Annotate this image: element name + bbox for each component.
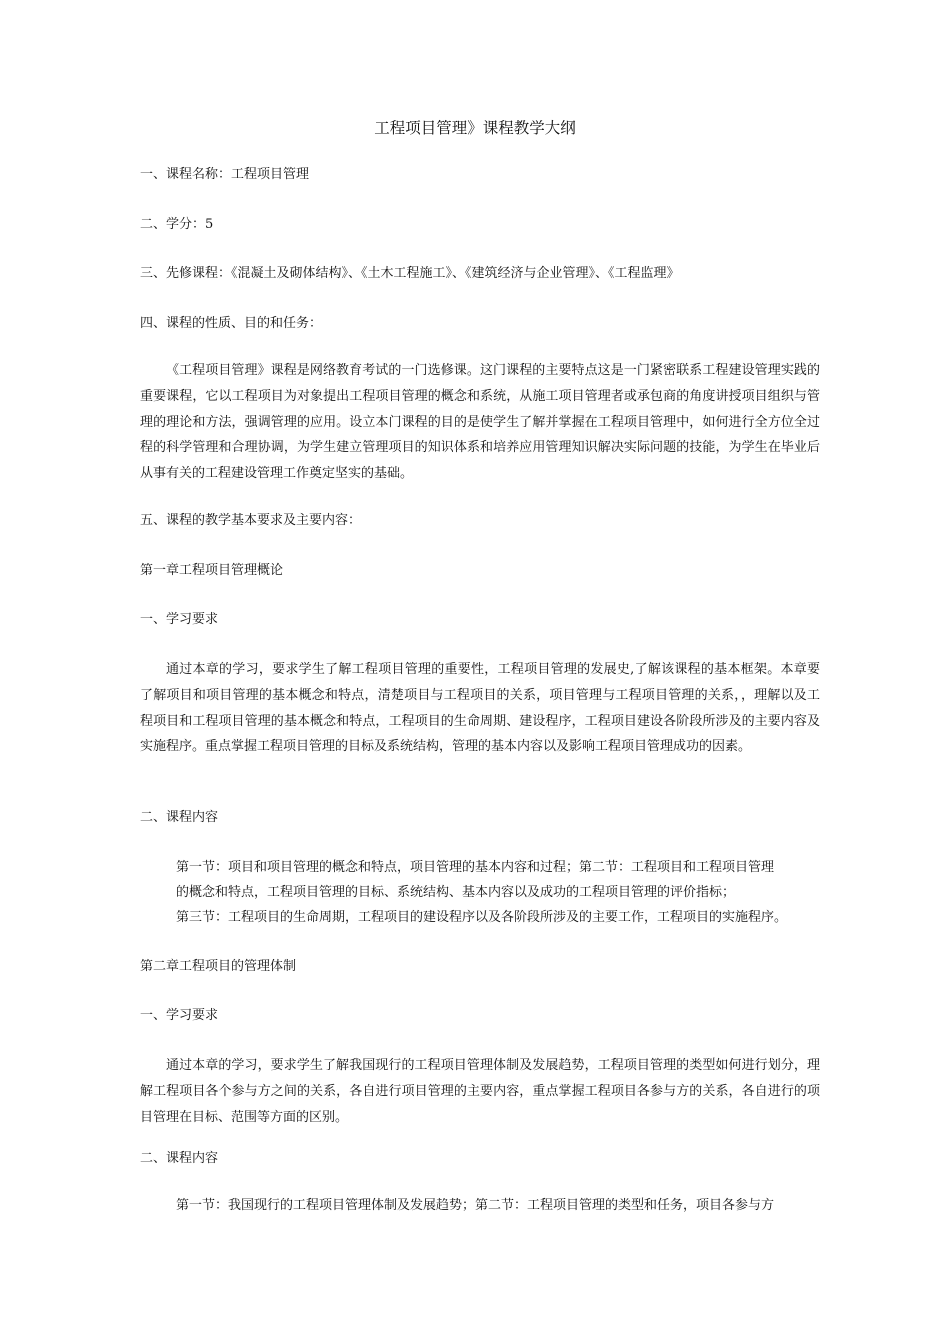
chapter1-content-heading: 二、课程内容 xyxy=(140,810,219,825)
chapter2-title: 第二章工程项目的管理体制 xyxy=(140,959,297,974)
chapter1-content-line-3: 第三节：工程项目的生命周期，工程项目的建设程序以及各阶段所涉及的主要工作，工程项目的实施程序。 xyxy=(176,910,788,925)
chapter1-content-line-1: 第一节：项目和项目管理的概念和特点，项目管理的基本内容和过程；第二节：工程项目和工程项目管理 xyxy=(176,860,775,875)
chapter1-content-line-2: 的概念和特点，工程项目管理的目标、系统结构、基本内容以及成功的工程项目管理的评价指标； xyxy=(176,885,736,900)
requirements-heading: 五、课程的教学基本要求及主要内容： xyxy=(140,513,362,528)
chapter2-requirements-paragraph: 通过本章的学习，要求学生了解我国现行的工程项目管理体制及发展趋势，工程项目管理的类型如何进行划分，理解工程项目各个参与方之间的关系，各自进行项目管理的主要内容，重点掌握工程项目各参与方的关系，各自进行的项目管理在目标、范围等方面的区别。 xyxy=(140,1058,820,1125)
chapter2-content-heading: 二、课程内容 xyxy=(140,1151,219,1166)
chapter1-requirements-heading: 一、学习要求 xyxy=(140,612,219,627)
chapter1-title: 第一章工程项目管理概论 xyxy=(140,563,284,578)
credits-line: 二、学分：5 xyxy=(140,217,214,232)
chapter2-requirements-heading: 一、学习要求 xyxy=(140,1008,219,1023)
course-nature-heading: 四、课程的性质、目的和任务： xyxy=(140,316,323,331)
document-title: 工程项目管理》课程教学大纲 xyxy=(374,119,576,137)
course-name-line: 一、课程名称：工程项目管理 xyxy=(140,167,310,182)
chapter1-requirements-paragraph: 通过本章的学习，要求学生了解工程项目管理的重要性，工程项目管理的发展史,了解该课程的基本框架。本章要了解项目和项目管理的基本概念和特点，清楚项目与工程项目的关系，项目管理与工程项目管理的关系，，理解以及工程项目和工程项目管理的基本概念和特点，工程项目的生命周期、建设程序，工程项目建设各阶段所涉及的主要内容及实施程序。重点掌握工程项目管理的目标及系统结构，管理的基本内容以及影响工程项目管理成功的因素。 xyxy=(140,662,820,755)
course-nature-paragraph: 《工程项目管理》课程是网络教育考试的一门选修课。这门课程的主要特点这是一门紧密联系工程建设管理实践的重要课程，它以工程项目为对象提出工程项目管理的概念和系统，从施工项目管理者或承包商的角度讲授项目组织与管理的理论和方法，强调管理的应用。设立本门课程的目的是使学生了解并掌握在工程项目管理中，如何进行全方位全过程的科学管理和合理协调，为学生建立管理项目的知识体系和培养应用管理知识解决实际问题的技能，为学生在毕业后从事有关的工程建设管理工作奠定坚实的基础。 xyxy=(140,363,820,482)
prerequisites-line: 三、先修课程：《混凝土及砌体结构》、《土木工程施工》、《建筑经济与企业管理》、《工程监理》 xyxy=(140,266,680,281)
chapter2-content-line-1: 第一节：我国现行的工程项目管理体制及发展趋势；第二节：工程项目管理的类型和任务，项目各参与方 xyxy=(176,1198,775,1213)
